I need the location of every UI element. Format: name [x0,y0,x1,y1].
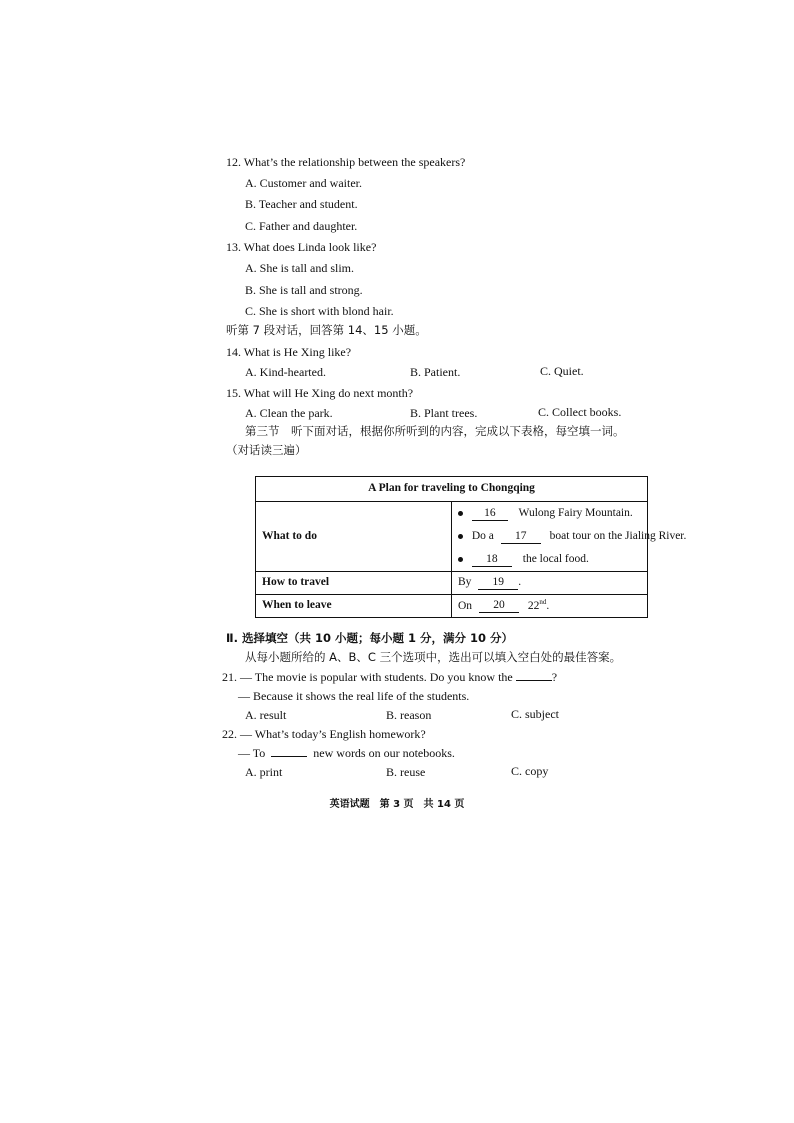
q22-option-b: B. reuse [386,765,426,779]
bullet-icon [458,557,463,562]
question-14: 14. What is He Xing like? [226,345,352,359]
q15-option-c: C. Collect books. [538,405,622,419]
blank-19: 19 [478,576,518,590]
q14-option-a: A. Kind-hearted. [245,365,326,379]
q14-option-c: C. Quiet. [540,364,584,378]
part-2-title: Ⅱ. 选择填空（共 10 小题；每小题 1 分，满分 10 分） [226,631,513,645]
q22-option-a: A. print [245,765,283,779]
what-to-do-cell [452,502,687,572]
q15-option-b: B. Plant trees. [410,406,478,420]
item-18-text: the local food. [522,553,589,565]
item-17-prefix: Do a [471,530,494,542]
q13-option-c: C. She is short with blond hair. [245,304,394,318]
how-suffix: . [518,576,522,588]
page-footer: 英语试题 第 3 页 共 14 页 [329,799,465,810]
q12-option-b: B. Teacher and student. [245,197,358,211]
q13-option-b: B. She is tall and strong. [245,283,363,297]
q22-text: new words on our notebooks. [313,746,455,760]
when-suffix: . [546,599,550,612]
q21-option-a: A. result [245,708,287,722]
table-title: A Plan for traveling to Chongqing [256,477,648,502]
q21-text: 21. — The movie is popular with students. Do you know the [222,670,513,684]
section-3-instruction: 第三节 听下面对话，根据你所听到的内容，完成以下表格，每空填一词。 [245,424,625,438]
travel-plan-table [255,476,687,618]
q13-option-a: A. She is tall and slim. [245,261,354,275]
when-prefix: On [458,599,473,612]
item-16-text: Wulong Fairy Mountain. [518,507,633,519]
question-12: 12. What’s the relationship between the speakers? [226,155,466,169]
blank-18: 18 [472,553,512,567]
section-3-note: （对话读三遍） [226,443,307,457]
q22-option-c: C. copy [511,764,549,778]
q21-option-b: B. reason [386,708,432,722]
question-21 [222,671,557,683]
q21-option-c: C. subject [511,707,559,721]
q15-option-a: A. Clean the park. [245,406,333,420]
when-to-leave-cell [452,595,648,618]
part-2-instruction: 从每小题所给的 A、B、C 三个选项中，选出可以填入空白处的最佳答案。 [245,650,622,664]
plan-item-17 [458,525,687,548]
bullet-icon [458,534,463,539]
q21-question-mark: ? [551,670,558,684]
question-15: 15. What will He Xing do next month? [226,386,414,400]
what-to-do-label: What to do [256,502,452,572]
dialogue-7-intro: 听第 7 段对话，回答第 14、15 小题。 [226,323,427,337]
plan-item-18 [458,548,641,571]
q12-option-a: A. Customer and waiter. [245,176,362,190]
plan-item-16 [458,502,641,525]
how-prefix: By [458,576,472,588]
question-13: 13. What does Linda look like? [226,240,377,254]
blank-16: 16 [472,507,508,521]
question-22: 22. — What’s today’s English homework? [222,727,426,741]
q12-option-c: C. Father and daughter. [245,219,358,233]
when-day: 22 [527,599,540,612]
blank-20: 20 [479,599,519,613]
q21-blank [516,680,552,681]
how-to-travel-cell [452,572,648,595]
when-to-leave-label: When to leave [256,595,452,618]
q22-blank [271,756,307,757]
blank-17: 17 [501,530,541,544]
item-17-text: boat tour on the Jialing River. [549,530,687,542]
q14-option-b: B. Patient. [410,365,461,379]
bullet-icon [458,511,463,516]
q22-response [238,747,455,759]
q22-prefix: — To [238,746,266,760]
how-to-travel-label: How to travel [256,572,452,595]
when-day-suffix: nd [539,597,547,606]
q21-response: — Because it shows the real life of the students. [238,689,470,703]
